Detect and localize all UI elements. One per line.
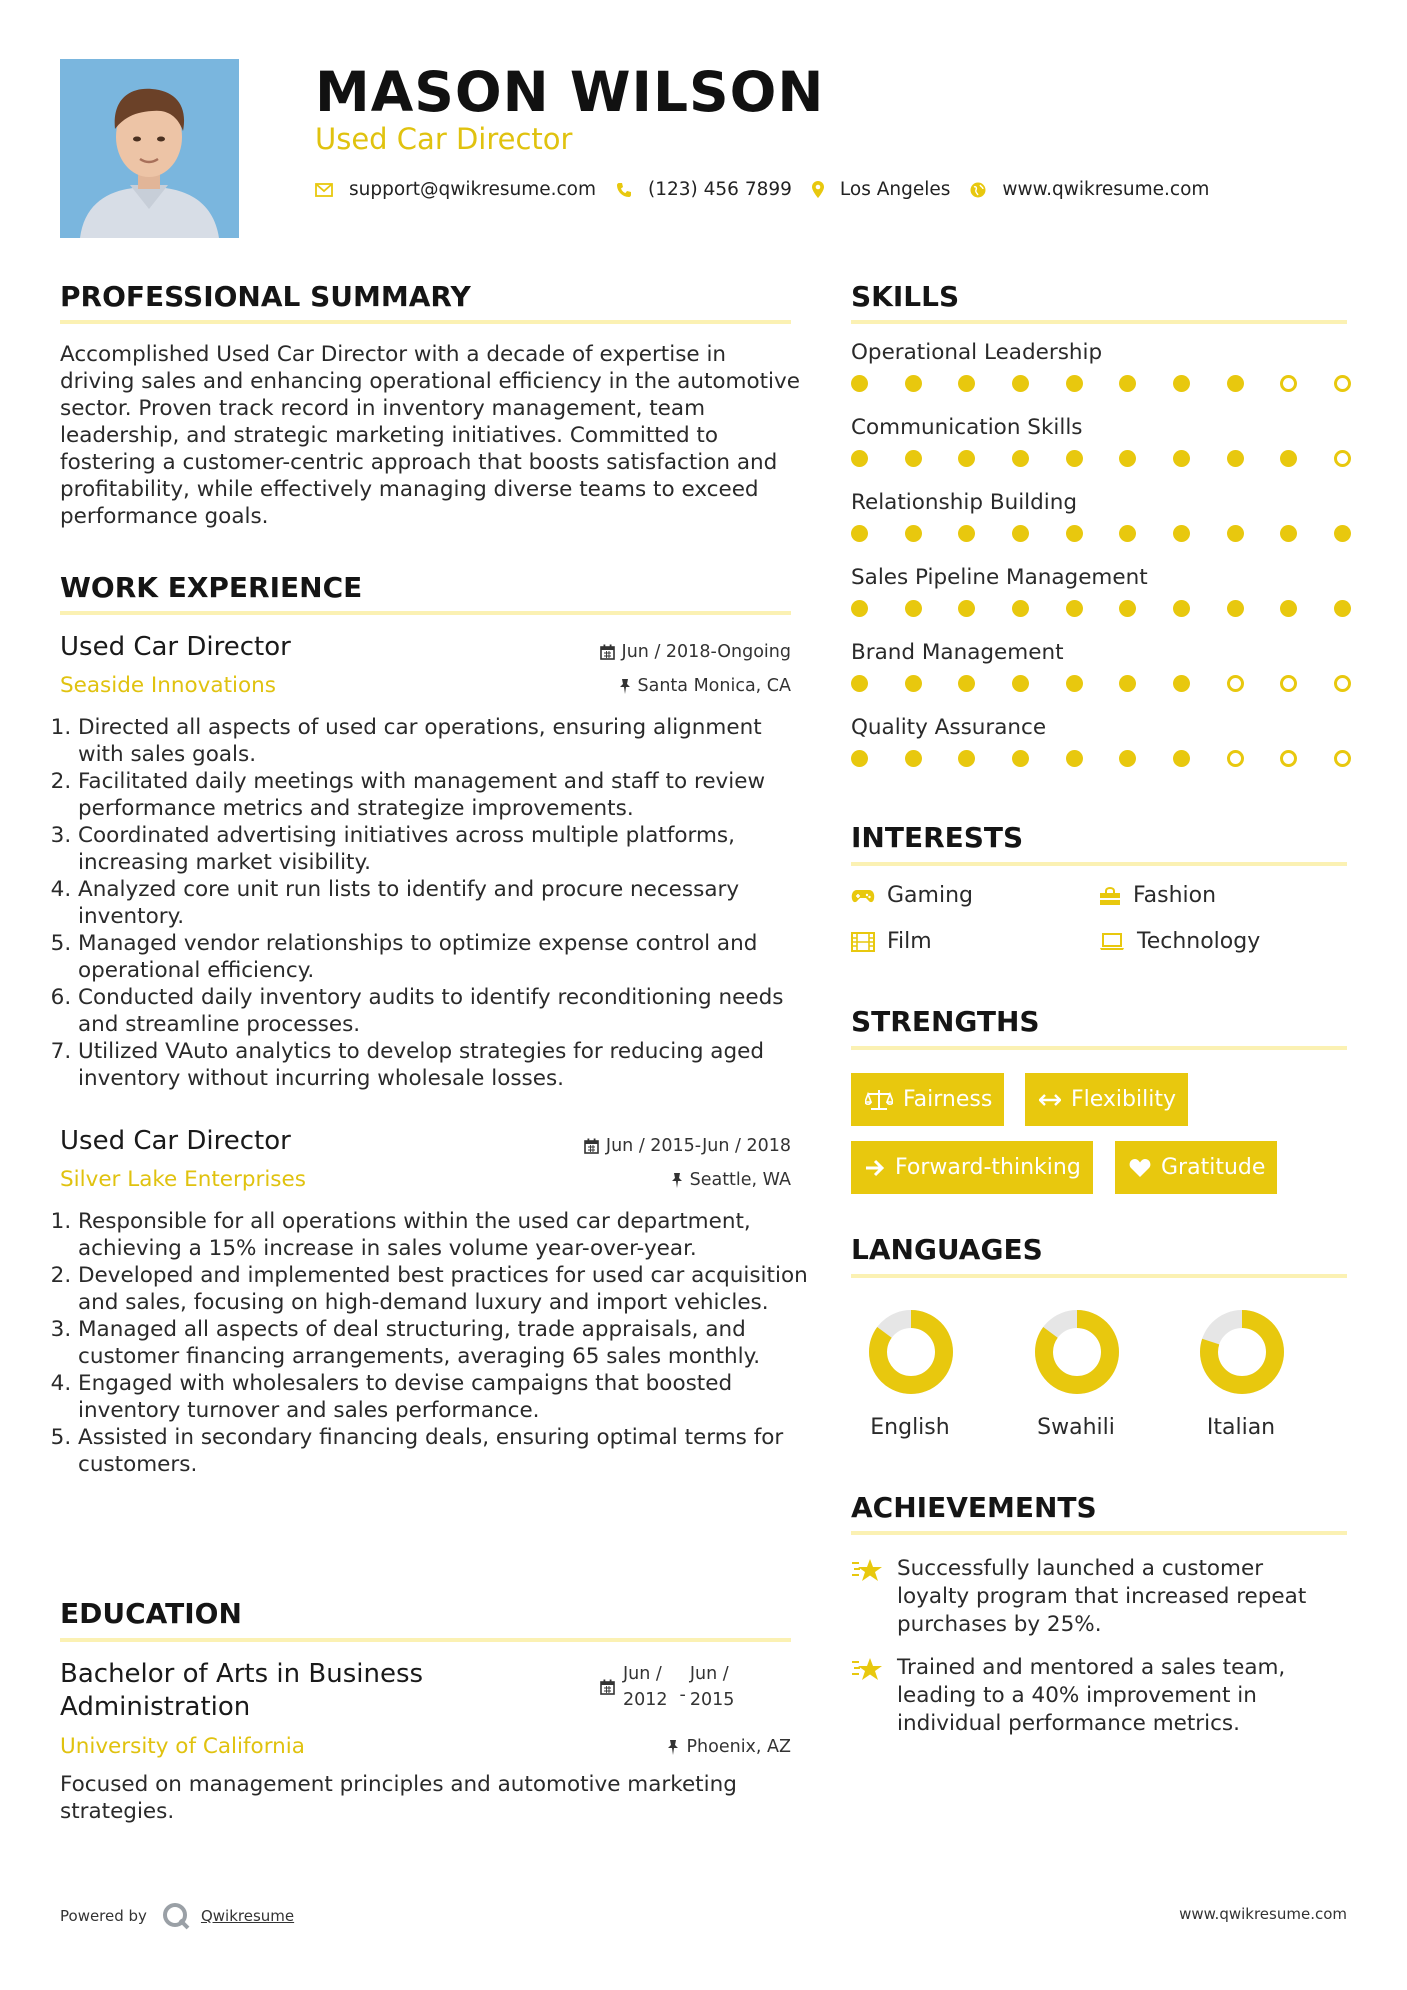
- strength-label: Forward-thinking: [895, 1155, 1081, 1180]
- achievements-heading: ACHIEVEMENTS: [851, 1491, 1097, 1524]
- rating-dot-filled: [1173, 375, 1190, 392]
- rating-dot-filled: [958, 375, 975, 392]
- education-end-year: 2015: [689, 1690, 735, 1710]
- qwikresume-logo-icon: [161, 1901, 191, 1931]
- skill-label: Sales Pipeline Management: [851, 565, 1148, 590]
- strength-tag-flexibility: [1025, 1073, 1188, 1126]
- job-dates: [584, 1136, 791, 1156]
- job-bullets: [60, 1208, 809, 1478]
- rating-dot-filled: [1066, 450, 1083, 467]
- heart-icon: [1129, 1158, 1151, 1178]
- school-name: University of California: [60, 1734, 305, 1759]
- rating-dot-filled: [905, 525, 922, 542]
- job-location-text: Seattle, WA: [689, 1170, 791, 1190]
- rating-dot-filled: [1066, 750, 1083, 767]
- contact-phone[interactable]: [616, 179, 792, 200]
- rating-dot-filled: [958, 450, 975, 467]
- rating-dot-filled: [851, 525, 868, 542]
- rating-dot-empty: [1280, 750, 1297, 767]
- rating-dot-empty: [1334, 375, 1351, 392]
- rating-dot-filled: [851, 675, 868, 692]
- rating-dot-filled: [1012, 675, 1029, 692]
- rating-dot-filled: [1119, 525, 1136, 542]
- email-text: support@qwikresume.com: [349, 179, 596, 200]
- achievement-item: [851, 1654, 1341, 1738]
- rating-dot-empty: [1334, 675, 1351, 692]
- skill-row: [851, 715, 1351, 767]
- rating-dot-filled: [905, 450, 922, 467]
- rating-dot-filled: [1173, 750, 1190, 767]
- skills-rule: [851, 320, 1347, 324]
- list-item: 5. Managed vendor relationships to optimize expense control and operational efficiency.: [78, 930, 809, 984]
- skill-label: Brand Management: [851, 640, 1064, 665]
- rating-dot-filled: [1227, 450, 1244, 467]
- strengths-heading: STRENGTHS: [851, 1005, 1040, 1038]
- strength-tag-fairness: [851, 1073, 1004, 1126]
- rating-dot-filled: [1280, 450, 1297, 467]
- rating-dot-filled: [1119, 750, 1136, 767]
- contact-row: [315, 179, 1229, 200]
- rating-dot-empty: [1334, 450, 1351, 467]
- powered-by-text: Powered by: [60, 1907, 147, 1925]
- job-location: [619, 676, 792, 696]
- strength-label: Flexibility: [1071, 1087, 1176, 1112]
- education-dates: [600, 1661, 734, 1713]
- star-icon: [851, 1656, 883, 1682]
- balance-scale-icon: [865, 1089, 893, 1111]
- rating-dot-filled: [1173, 675, 1190, 692]
- interest-label: Film: [887, 929, 932, 954]
- rating-dot-filled: [905, 600, 922, 617]
- rating-dot-filled: [851, 450, 868, 467]
- candidate-name: MASON WILSON: [315, 60, 825, 124]
- skill-label: Operational Leadership: [851, 340, 1103, 365]
- skill-row: [851, 565, 1351, 617]
- skills-heading: SKILLS: [851, 280, 960, 313]
- skill-rating: [851, 375, 1351, 392]
- strength-label: Fairness: [903, 1087, 993, 1112]
- rating-dot-filled: [1066, 675, 1083, 692]
- interest-label: Technology: [1137, 929, 1261, 954]
- job-dates-text: Jun / 2018-Ongoing: [621, 642, 791, 662]
- rating-dot-filled: [1066, 600, 1083, 617]
- achievement-text: Trained and mentored a sales team, leading to a 40% improvement in individual performance metrics.: [897, 1655, 1286, 1736]
- education-rule: [60, 1638, 791, 1642]
- job-dates-text: Jun / 2015-Jun / 2018: [605, 1136, 791, 1156]
- education-heading: EDUCATION: [60, 1597, 242, 1630]
- rating-dot-filled: [1012, 750, 1029, 767]
- rating-dot-filled: [1173, 525, 1190, 542]
- rating-dot-filled: [958, 600, 975, 617]
- strength-tag-forward-thinking: [851, 1141, 1093, 1194]
- skill-rating: [851, 450, 1351, 467]
- list-item: 7. Utilized VAuto analytics to develop strategies for reducing aged inventory without incurring wholesale losses.: [78, 1038, 809, 1092]
- arrow-right-icon: [865, 1159, 885, 1177]
- interests-heading: INTERESTS: [851, 821, 1024, 854]
- rating-dot-empty: [1227, 675, 1244, 692]
- list-item: 6. Conducted daily inventory audits to identify reconditioning needs and streamline processes.: [78, 984, 809, 1038]
- strength-label: Gratitude: [1161, 1155, 1266, 1180]
- phone-text: (123) 456 7899: [648, 179, 792, 200]
- rating-dot-filled: [905, 750, 922, 767]
- star-icon: [851, 1557, 883, 1583]
- experience-rule: [60, 611, 791, 615]
- rating-dot-empty: [1334, 750, 1351, 767]
- language-label-italian: Italian: [1206, 1415, 1276, 1440]
- gamepad-icon: [851, 888, 875, 904]
- list-item: 4. Engaged with wholesalers to devise campaigns that boosted inventory turnover and sales performance.: [78, 1370, 809, 1424]
- degree-line-1: Bachelor of Arts in Business: [60, 1659, 424, 1689]
- rating-dot-filled: [1227, 375, 1244, 392]
- rating-dot-empty: [1280, 375, 1297, 392]
- shopping-bag-icon: [1099, 886, 1121, 906]
- rating-dot-filled: [851, 750, 868, 767]
- skill-row: [851, 415, 1351, 467]
- rating-dot-filled: [1280, 600, 1297, 617]
- rating-dot-filled: [1012, 600, 1029, 617]
- skill-rating: [851, 750, 1351, 767]
- skill-rating: [851, 600, 1351, 617]
- rating-dot-filled: [1119, 375, 1136, 392]
- experience-heading: WORK EXPERIENCE: [60, 571, 363, 604]
- skill-row: [851, 490, 1351, 542]
- footer-website[interactable]: www.qwikresume.com: [1179, 1905, 1347, 1923]
- summary-text: Accomplished Used Car Director with a decade of expertise in driving sales and enhancing operational efficiency in the automotive sector. Proven track record in inventory management, team leadership, and strategic marketing initiatives. Committed to fostering a customer-centric approach that boosts satisfaction and profitability, while effectively managing diverse teams to exceed performance goals.: [60, 342, 800, 529]
- envelope-icon: [315, 183, 333, 197]
- job-title: Used Car Director: [60, 1126, 291, 1156]
- education-start: [623, 1661, 668, 1713]
- calendar-icon: [584, 1138, 599, 1154]
- rating-dot-filled: [1227, 525, 1244, 542]
- rating-dot-filled: [1173, 450, 1190, 467]
- interest-gaming: [851, 883, 973, 908]
- list-item: 5. Assisted in secondary financing deals, ensuring optimal terms for customers.: [78, 1424, 809, 1478]
- interests-rule: [851, 862, 1347, 866]
- rating-dot-filled: [1119, 450, 1136, 467]
- rating-dot-filled: [1334, 600, 1351, 617]
- rating-dot-filled: [905, 375, 922, 392]
- education-description: Focused on management principles and automotive marketing strategies.: [60, 1772, 737, 1824]
- job-title: Used Car Director: [60, 632, 291, 662]
- rating-dot-filled: [1012, 375, 1029, 392]
- rating-dot-filled: [1227, 600, 1244, 617]
- location-text: Los Angeles: [839, 179, 951, 200]
- job-company: Silver Lake Enterprises: [60, 1167, 306, 1192]
- interest-film: [851, 929, 932, 954]
- phone-icon: [616, 182, 632, 198]
- arrows-horizontal-icon: [1039, 1093, 1061, 1107]
- rating-dot-filled: [1066, 375, 1083, 392]
- job-location-text: Santa Monica, CA: [637, 676, 791, 696]
- footer-powered-by: [60, 1901, 294, 1931]
- rating-dot-filled: [958, 675, 975, 692]
- summary-heading: PROFESSIONAL SUMMARY: [60, 280, 471, 313]
- thumbtack-icon: [671, 1172, 683, 1189]
- skill-rating: [851, 675, 1351, 692]
- calendar-icon: [600, 1679, 615, 1695]
- skill-label: Relationship Building: [851, 490, 1078, 515]
- rating-dot-filled: [1280, 525, 1297, 542]
- interest-label: Gaming: [887, 883, 973, 908]
- website-text: www.qwikresume.com: [1002, 179, 1210, 200]
- rating-dot-filled: [851, 600, 868, 617]
- achievements-rule: [851, 1531, 1347, 1535]
- education-end-month: Jun /: [689, 1664, 729, 1684]
- thumbtack-icon: [619, 678, 631, 695]
- skill-rating: [851, 525, 1351, 542]
- list-item: 1. Responsible for all operations within the used car department, achieving a 15% increase in sales volume year-over-year.: [78, 1208, 809, 1262]
- list-item: 2. Facilitated daily meetings with management and staff to review performance metrics and strategize improvements.: [78, 768, 809, 822]
- calendar-icon: [600, 644, 615, 660]
- contact-website[interactable]: [970, 179, 1209, 200]
- rating-dot-filled: [905, 675, 922, 692]
- interest-label: Fashion: [1133, 883, 1217, 908]
- rating-dot-empty: [1227, 750, 1244, 767]
- rating-dot-filled: [1012, 525, 1029, 542]
- map-marker-icon: [812, 181, 824, 198]
- list-item: 1. Directed all aspects of used car operations, ensuring alignment with sales goals.: [78, 714, 809, 768]
- rating-dot-filled: [1012, 450, 1029, 467]
- rating-dot-filled: [851, 375, 868, 392]
- list-item: 2. Developed and implemented best practices for used car acquisition and sales, focusing on high-demand luxury and import vehicles.: [78, 1262, 809, 1316]
- language-label-swahili: Swahili: [1037, 1415, 1115, 1440]
- contact-email[interactable]: [315, 179, 596, 200]
- rating-dot-filled: [958, 525, 975, 542]
- film-icon: [851, 932, 875, 952]
- rating-dot-filled: [1066, 525, 1083, 542]
- skill-row: [851, 340, 1351, 392]
- contact-location: [812, 179, 951, 200]
- achievement-text: Successfully launched a customer loyalty program that increased repeat purchases by 25%.: [897, 1556, 1307, 1637]
- language-label-english: English: [870, 1415, 950, 1440]
- interest-technology: [1099, 929, 1260, 954]
- summary-rule: [60, 320, 791, 324]
- job-company: Seaside Innovations: [60, 673, 276, 698]
- rating-dot-filled: [958, 750, 975, 767]
- globe-icon: [970, 182, 986, 198]
- languages-rule: [851, 1274, 1347, 1278]
- rating-dot-filled: [1173, 600, 1190, 617]
- education-end: [690, 1661, 735, 1713]
- languages-heading: LANGUAGES: [851, 1233, 1043, 1266]
- job-bullets: [60, 714, 809, 1092]
- rating-dot-filled: [1119, 675, 1136, 692]
- education-start-year: 2012: [623, 1690, 668, 1710]
- education-start-month: Jun /: [623, 1664, 662, 1684]
- strengths-rule: [851, 1046, 1347, 1050]
- education-date-separator: -: [679, 1685, 686, 1705]
- list-item: 4. Analyzed core unit run lists to identify and procure necessary inventory.: [78, 876, 809, 930]
- achievement-item: [851, 1555, 1341, 1639]
- interest-fashion: [1099, 883, 1216, 908]
- degree-title: [60, 1658, 423, 1724]
- degree-line-2: Administration: [60, 1692, 251, 1722]
- profile-photo: [60, 59, 239, 238]
- rating-dot-filled: [1334, 525, 1351, 542]
- strength-tag-gratitude: [1115, 1141, 1277, 1194]
- qwikresume-link[interactable]: Qwikresume: [200, 1907, 295, 1925]
- candidate-role: Used Car Director: [315, 122, 573, 156]
- list-item: 3. Coordinated advertising initiatives across multiple platforms, increasing market visibility.: [78, 822, 809, 876]
- thumbtack-icon: [667, 1739, 679, 1756]
- education-location-text: Phoenix, AZ: [686, 1737, 791, 1757]
- rating-dot-filled: [1119, 600, 1136, 617]
- skill-label: Quality Assurance: [851, 715, 1047, 740]
- list-item: 3. Managed all aspects of deal structuring, trade appraisals, and customer financing arrangements, averaging 65 sales monthly.: [78, 1316, 809, 1370]
- skill-row: [851, 640, 1351, 692]
- rating-dot-empty: [1280, 675, 1297, 692]
- laptop-icon: [1099, 933, 1125, 951]
- job-dates: [600, 642, 791, 662]
- job-location: [671, 1170, 791, 1190]
- skill-label: Communication Skills: [851, 415, 1083, 440]
- education-location: [667, 1737, 791, 1757]
- languages-chart: [851, 1300, 1351, 1410]
